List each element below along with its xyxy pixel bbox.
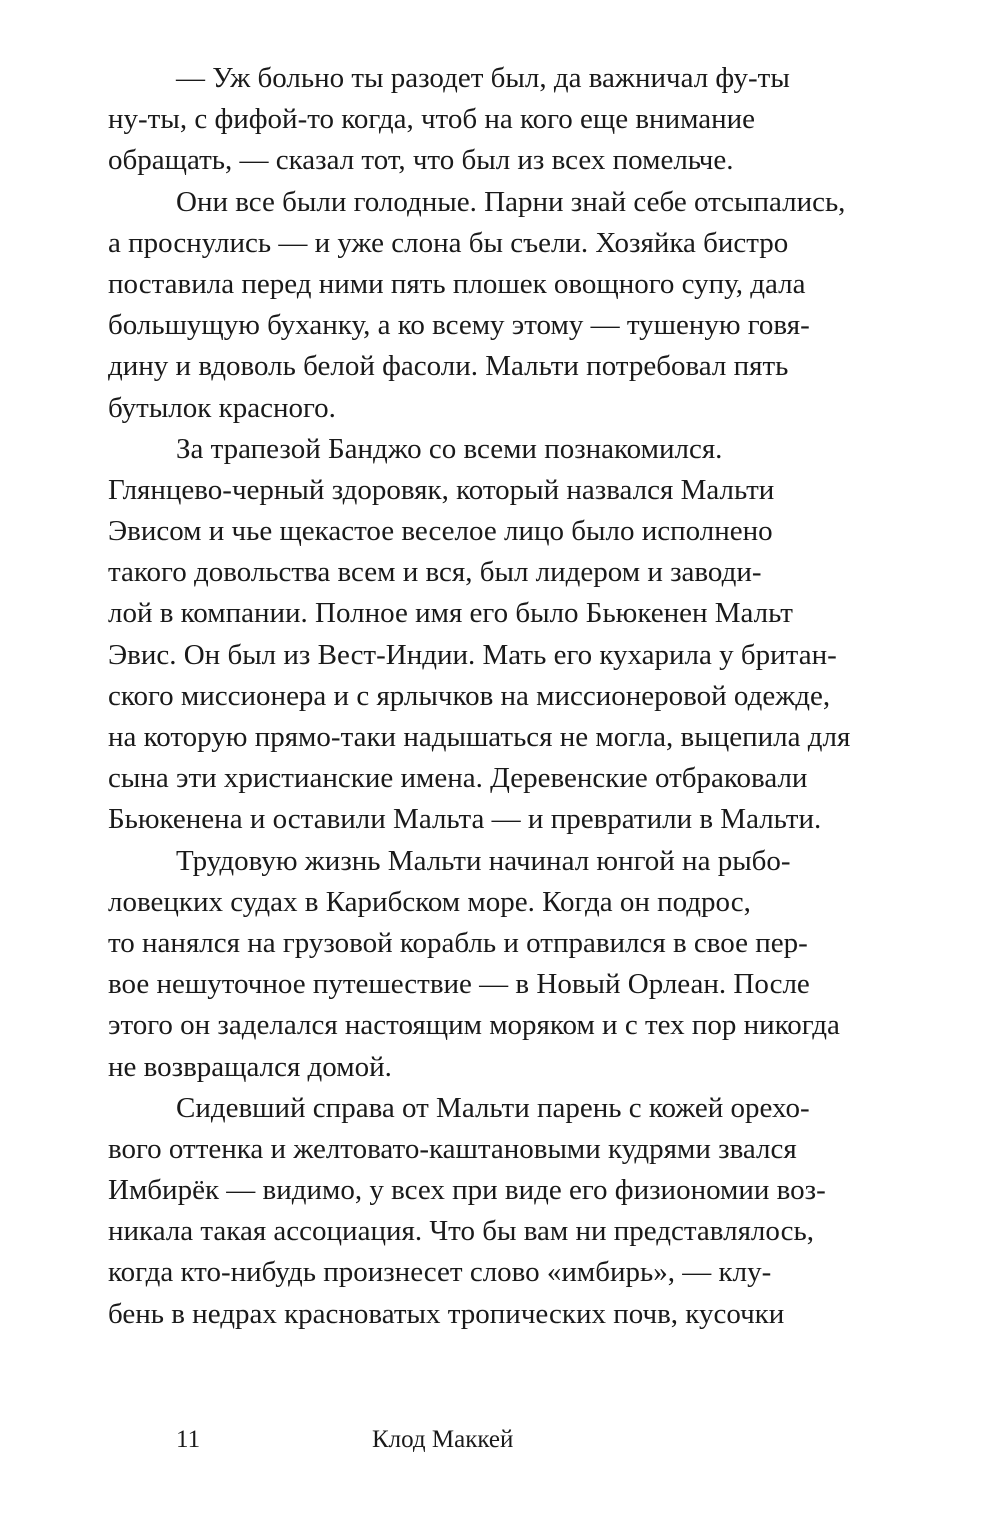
body-text <box>108 58 948 1335</box>
text-line: ловецких судах в Карибском море. Когда он подрос, <box>108 885 751 918</box>
text-line: когда кто-нибудь произнесет слово «имбирь», — клу- <box>108 1256 772 1289</box>
text-line: Трудовую жизнь Мальти начинал юнгой на рыбо- <box>176 844 791 877</box>
text-line: сына эти христианские имена. Деревенские отбраковали <box>108 762 808 795</box>
text-line: а проснулись — и уже слона бы съели. Хозяйка бистро <box>108 226 789 259</box>
text-line: вое нешуточное путешествие — в Новый Орлеан. После <box>108 968 810 1001</box>
text-line: Эвис. Он был из Вест-Индии. Мать его кухарила у британ- <box>108 638 837 671</box>
text-line: обращать, — сказал тот, что был из всех помельче. <box>108 144 734 177</box>
text-line: Сидевший справа от Мальти парень с кожей орехо- <box>176 1091 810 1124</box>
text-line: дину и вдоволь белой фасоли. Мальти потребовал пять <box>108 350 789 383</box>
text-line: большущую буханку, а ко всему этому — тушеную говя- <box>108 309 810 342</box>
text-line: такого довольства всем и вся, был лидером и заводи- <box>108 556 762 589</box>
text-line: бень в недрах красноватых тропических почв, кусочки <box>108 1297 785 1330</box>
text-line: этого он заделался настоящим моряком и с тех пор никогда <box>108 1009 840 1042</box>
text-line: на которую прямо-таки надышаться не могла, выцепила для <box>108 721 851 753</box>
page-footer <box>0 1426 1000 1462</box>
text-line: не возвращался домой. <box>108 1050 392 1083</box>
text-line: поставила перед ними пять плошек овощного супу, дала <box>108 267 806 300</box>
text-line: Бьюкенена и оставили Мальта — и превратили в Мальти. <box>108 803 822 836</box>
text-line: ну-ты, с фифой-то когда, чтоб на кого еще внимание <box>108 103 756 136</box>
text-line: Они все были голодные. Парни знай себе отсыпались, <box>176 185 846 218</box>
text-line: За трапезой Банджо со всеми познакомился. <box>176 432 723 465</box>
text-line: ского миссионера и с ярлычков на миссионеровой одежде, <box>108 679 831 712</box>
text-line: бутылок красного. <box>108 391 336 424</box>
text-line: лой в компании. Полное имя его было Бьюкенен Мальт <box>108 597 793 630</box>
text-line: Эвисом и чье щекастое веселое лицо было исполнено <box>108 515 773 548</box>
running-author: Клод Маккей <box>372 1426 514 1453</box>
text-line: Глянцево-черный здоровяк, который назвался Мальти <box>108 473 775 506</box>
page-number: 11 <box>176 1426 201 1453</box>
text-line: никала такая ассоциация. Что бы вам ни представлялось, <box>108 1215 814 1248</box>
text-line: вого оттенка и желтовато-каштановыми кудрями звался <box>108 1132 797 1165</box>
text-line: Имбирёк — видимо, у всех при виде его физиономии воз- <box>108 1174 826 1207</box>
text-line: то нанялся на грузовой корабль и отправился в свое пер- <box>108 926 808 959</box>
text-line: — Уж больно ты разодет был, да важничал фу-ты <box>176 62 790 94</box>
